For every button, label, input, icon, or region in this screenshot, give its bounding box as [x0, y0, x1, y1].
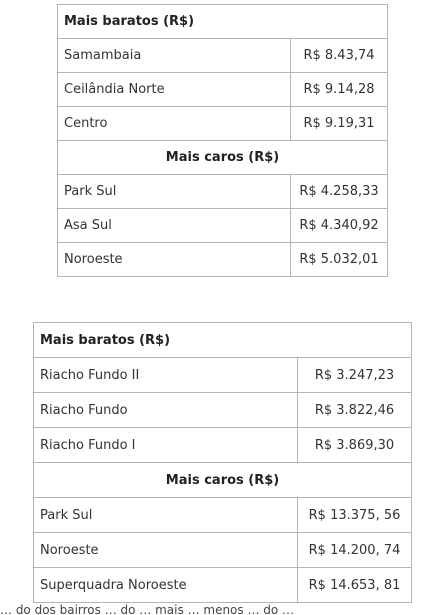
table-row — [34, 428, 412, 463]
table-row — [58, 209, 388, 243]
neighborhood-name: Superquadra Noroeste — [34, 568, 298, 603]
neighborhood-name: Samambaia — [58, 39, 291, 73]
table-row — [58, 107, 388, 141]
table-row — [34, 358, 412, 393]
neighborhood-name: Riacho Fundo II — [34, 358, 298, 393]
table-row — [58, 73, 388, 107]
price-value: R$ 14.653, 81 — [298, 568, 412, 603]
cheapest-header: Mais baratos (R$) — [34, 323, 412, 358]
table-row — [34, 568, 412, 603]
cut-off-paragraph-text: … do dos bairros … do … mais … menos … do … — [0, 603, 295, 615]
table-row — [58, 175, 388, 209]
price-table-2 — [33, 322, 412, 603]
table-header-row — [34, 463, 412, 498]
neighborhood-name: Noroeste — [58, 243, 291, 277]
neighborhood-name: Asa Sul — [58, 209, 291, 243]
price-value: R$ 3.869,30 — [298, 428, 412, 463]
table-row — [34, 393, 412, 428]
cheapest-header: Mais baratos (R$) — [58, 5, 388, 39]
price-table-1 — [57, 4, 388, 277]
neighborhood-name: Noroeste — [34, 533, 298, 568]
priciest-header: Mais caros (R$) — [34, 463, 412, 498]
table-header-row — [34, 323, 412, 358]
neighborhood-name: Riacho Fundo I — [34, 428, 298, 463]
price-value: R$ 14.200, 74 — [298, 533, 412, 568]
price-value: R$ 3.247,23 — [298, 358, 412, 393]
priciest-header: Mais caros (R$) — [58, 141, 388, 175]
price-value: R$ 3.822,46 — [298, 393, 412, 428]
price-value: R$ 9.19,31 — [291, 107, 388, 141]
table-row — [58, 39, 388, 73]
price-value: R$ 9.14,28 — [291, 73, 388, 107]
neighborhood-name: Park Sul — [34, 498, 298, 533]
price-value: R$ 8.43,74 — [291, 39, 388, 73]
price-value: R$ 4.340,92 — [291, 209, 388, 243]
table-header-row — [58, 141, 388, 175]
table-row — [58, 243, 388, 277]
price-value: R$ 5.032,01 — [291, 243, 388, 277]
cut-off-paragraph — [0, 601, 443, 615]
price-value: R$ 13.375, 56 — [298, 498, 412, 533]
table-row — [34, 498, 412, 533]
neighborhood-name: Park Sul — [58, 175, 291, 209]
price-value: R$ 4.258,33 — [291, 175, 388, 209]
table-header-row — [58, 5, 388, 39]
neighborhood-name: Ceilândia Norte — [58, 73, 291, 107]
table-row — [34, 533, 412, 568]
neighborhood-name: Riacho Fundo — [34, 393, 298, 428]
neighborhood-name: Centro — [58, 107, 291, 141]
